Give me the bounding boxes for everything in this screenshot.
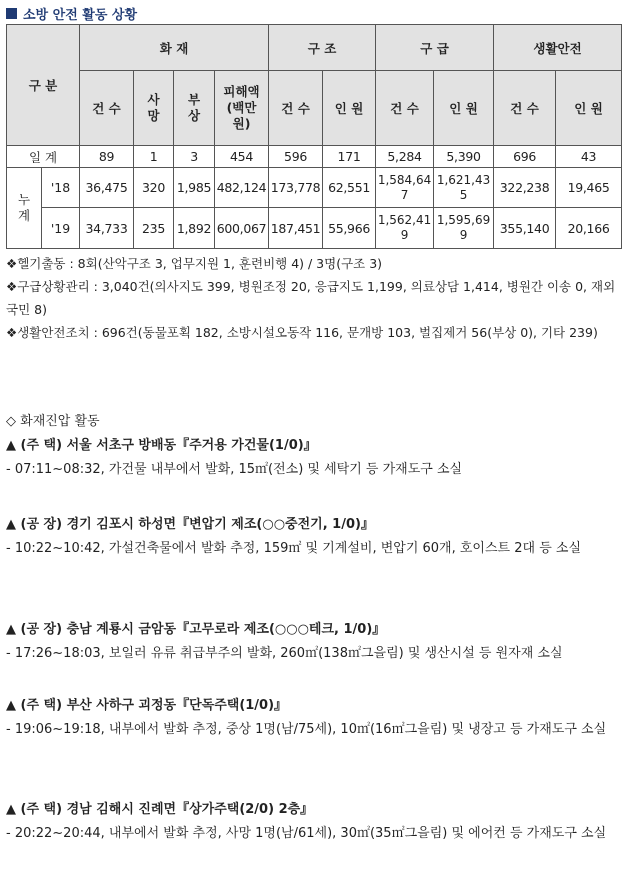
activity-stats-table <box>6 24 622 249</box>
table-cell: 596 <box>269 146 323 168</box>
table-cell: 1,584,647 <box>376 168 434 208</box>
table-cell: 482,124 <box>215 168 269 208</box>
table-cell: 19,465 <box>556 168 622 208</box>
incident-heading: ▲ (공 장) 경기 김포시 하성면『변압기 제조(○○중전기, 1/0)』 <box>6 517 374 532</box>
incident-heading: ▲ (주 택) 부산 사하구 괴정동『단독주택(1/0)』 <box>6 698 288 713</box>
table-cell: 454 <box>215 146 269 168</box>
table-cell: 235 <box>134 208 174 249</box>
incident-item <box>6 513 621 561</box>
incident-detail: - 17:26~18:03, 보일러 유류 취급부주의 발화, 260㎡(138㎡그을림) 및 생산시설 등 원자재 소실 <box>6 646 563 661</box>
table-cell: 600,067 <box>215 208 269 249</box>
incident-item <box>6 618 621 666</box>
sub-header: 피해액 (백만 원) <box>215 71 269 146</box>
table-cell: 20,166 <box>556 208 622 249</box>
incident-heading: ▲ (공 장) 충남 계룡시 금암동『고무로라 제조(○○○테크, 1/0)』 <box>6 622 386 637</box>
incident-item <box>6 798 621 846</box>
sub-header: 인 원 <box>556 71 622 146</box>
table-cell: 55,966 <box>323 208 376 249</box>
table-cell: 187,451 <box>269 208 323 249</box>
incident-heading: ▲ (주 택) 경남 김해시 진례면『상가주택(2/0) 2층』 <box>6 802 314 817</box>
sub-header: 사 망 <box>134 71 174 146</box>
section-title: ◇ 화재진압 활동 <box>6 414 100 429</box>
square-bullet-icon <box>6 8 17 19</box>
sub-header: 건 수 <box>494 71 556 146</box>
note-ems-management: ❖구급상황관리 : 3,040건(의사지도 399, 병원조정 20, 응급지도 1,199, 의료상담 1,414, 병원간 이송 0, 재외국민 8) <box>6 279 616 317</box>
incident-detail: - 20:22~20:44, 내부에서 발화 추정, 사망 1명(남/61세), 30㎡(35㎡그을림) 및 에어컨 등 가재도구 소실 <box>6 826 607 841</box>
table-cell: 1 <box>134 146 174 168</box>
table-cell: 34,733 <box>80 208 134 249</box>
sub-header: 건 수 <box>80 71 134 146</box>
table-cell: 320 <box>134 168 174 208</box>
sub-header: 건 수 <box>376 71 434 146</box>
report-title <box>6 4 137 22</box>
table-cell: 1,621,435 <box>434 168 494 208</box>
table-cell: 43 <box>556 146 622 168</box>
group-safety: 생활안전 <box>494 25 622 71</box>
report-title-text: 소방 안전 활동 상황 <box>23 7 138 23</box>
table-cell: 5,390 <box>434 146 494 168</box>
sub-header: 부 상 <box>174 71 215 146</box>
incident-detail: - 07:11~08:32, 가건물 내부에서 발화, 15㎡(전소) 및 세탁기 등 가재도구 소실 <box>6 462 463 477</box>
year-label: '19 <box>42 208 80 249</box>
group-rescue: 구 조 <box>269 25 376 71</box>
table-cell: 5,284 <box>376 146 434 168</box>
daily-label: 일 계 <box>7 146 80 168</box>
sub-header: 건 수 <box>269 71 323 146</box>
sub-header: 인 원 <box>323 71 376 146</box>
table-cell: 1,562,419 <box>376 208 434 249</box>
table-cell: 1,985 <box>174 168 215 208</box>
table-cell: 1,595,699 <box>434 208 494 249</box>
table-cell: 696 <box>494 146 556 168</box>
table-cell: 322,238 <box>494 168 556 208</box>
group-fire: 화 재 <box>80 25 269 71</box>
table-cell: 1,892 <box>174 208 215 249</box>
note-helicopter: ❖헬기출동 : 8회(산악구조 3, 업무지원 1, 훈련비행 4) / 3명(구조 3) <box>6 256 383 271</box>
summary-notes <box>6 252 621 344</box>
table-cell: 62,551 <box>323 168 376 208</box>
incident-detail: - 10:22~10:42, 가설건축물에서 발화 추정, 159㎡ 및 기계설비, 변압기 60개, 호이스트 2대 등 소실 <box>6 541 582 556</box>
incident-detail: - 19:06~19:18, 내부에서 발화 추정, 중상 1명(남/75세), 10㎡(16㎡그을림) 및 냉장고 등 가재도구 소실 <box>6 722 607 737</box>
row-header: 구 분 <box>7 25 80 146</box>
table-cell: 89 <box>80 146 134 168</box>
year-label: '18 <box>42 168 80 208</box>
incident-item <box>6 694 621 742</box>
group-ems: 구 급 <box>376 25 494 71</box>
cumulative-label: 누 계 <box>7 168 42 249</box>
note-life-safety: ❖생활안전조치 : 696건(동물포획 182, 소방시설오동작 116, 문개방 103, 벌집제거 56(부상 0), 기타 239) <box>6 325 598 340</box>
table-cell: 36,475 <box>80 168 134 208</box>
table-cell: 171 <box>323 146 376 168</box>
table-cell: 173,778 <box>269 168 323 208</box>
incident-heading: ▲ (주 택) 서울 서초구 방배동『주거용 가건물(1/0)』 <box>6 438 317 453</box>
incident-item <box>6 434 621 482</box>
table-cell: 3 <box>174 146 215 168</box>
table-cell: 355,140 <box>494 208 556 249</box>
sub-header: 인 원 <box>434 71 494 146</box>
